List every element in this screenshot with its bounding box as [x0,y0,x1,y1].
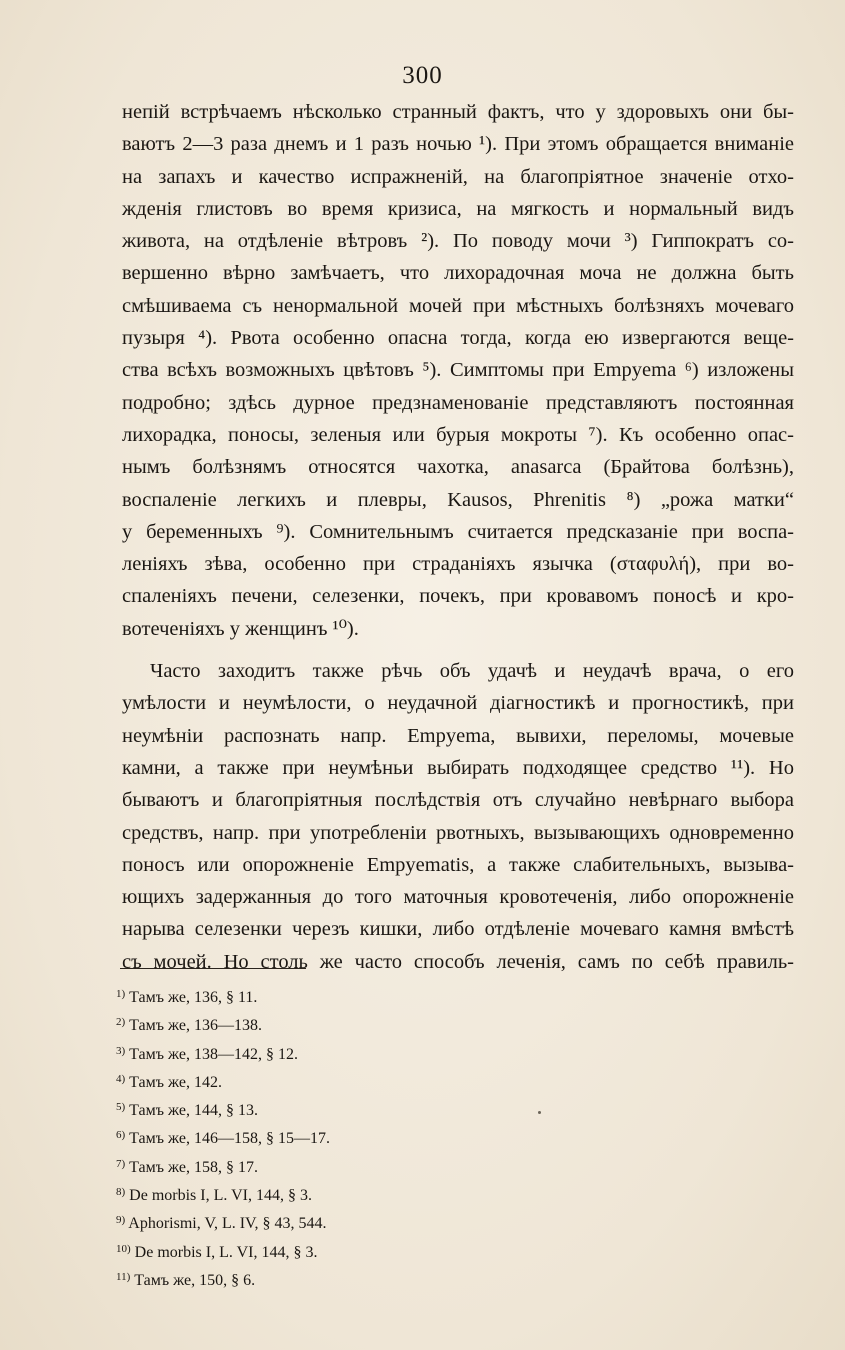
text-line: вотеченіяхъ у женщинъ ¹⁰). [122,617,359,640]
ink-speck [538,1111,541,1114]
text-line: камни, а также при неумѣньи выбирать подходящее средство ¹¹). Но [122,756,794,779]
footnote-text: Тамъ же, 150, § 6. [134,1271,256,1289]
footnote-mark: 9) [116,1214,126,1227]
footnote [116,1152,536,1180]
footnote-mark: 2) [116,1016,126,1029]
text-line: леніяхъ зѣва, особенно при страданіяхъ язычка (σταφυλή), при во- [122,553,794,576]
footnote [116,1123,536,1151]
footnote-mark: 10) [116,1242,131,1255]
footnote-text: Тамъ же, 146—158, § 15—17. [129,1130,330,1148]
page-number: 300 [402,62,443,89]
footnote-mark: 8) [116,1186,126,1199]
footnote-text: Тамъ же, 138—142, § 12. [129,1045,298,1063]
footnotes [116,982,536,1293]
text-line: воспаленіе легкихъ и плевры, Kausos, Phrenitis ⁸) „рожа матки“ [122,488,794,511]
footnote-mark: 7) [116,1157,126,1170]
footnote-text: Тамъ же, 136, § 11. [129,989,258,1006]
text-line: поносъ или опорожненіе Empyematis, а также слабительныхъ, вызыва- [122,853,794,876]
text-line: лихорадка, поносы, зеленыя или бурыя мокроты ⁷). Къ особенно опас- [122,423,794,446]
footnote-divider [120,968,306,969]
text-line: бываютъ и благопріятныя послѣдствія отъ случайно невѣрнаго выбора [122,789,794,812]
text-line: средствъ, напр. при употребленіи рвотныхъ, вызывающихъ одновременно [122,821,794,844]
text-line: съ мочей. Но столь же часто способъ леченія, самъ по себѣ правиль- [122,950,794,973]
text-line: подробно; здѣсь дурное предзнаменованіе представляютъ постоянная [122,391,794,414]
text-line: нарыва селезенки черезъ кишки, либо отдѣленіе мочеваго камня вмѣстѣ [122,918,794,941]
footnote-text: Тамъ же, 136—138. [129,1017,262,1035]
footnote-text: Тамъ же, 142. [129,1073,222,1091]
footnote-text: Aphorismi, V, L. IV, § 43, 544. [128,1215,327,1233]
footnote [116,1095,536,1123]
footnote [116,1010,536,1038]
text-line: спаленіяхъ печени, селезенки, почекъ, при кровавомъ поносѣ и кро- [122,585,794,608]
footnote-mark: 5) [116,1101,126,1114]
main-text [122,96,794,978]
footnote [116,1039,536,1067]
footnote-text: De morbis I, L. VI, 144, § 3. [129,1187,312,1205]
footnote [116,1208,536,1236]
footnote [116,1067,536,1095]
text-line: нымъ болѣзнямъ относятся чахотка, anasarca (Брайтова болѣзнь), [122,456,794,479]
text-line: ваютъ 2—3 раза днемъ и 1 разъ ночью ¹). При этомъ обращается вниманіе [122,133,794,156]
footnote [116,982,536,1010]
text-line: живота, на отдѣленіе вѣтровъ ²). По поводу мочи ³) Гиппократъ со- [122,230,794,253]
footnote-text: Тамъ же, 144, § 13. [129,1102,258,1120]
text-line: неумѣніи распознать напр. Empyema, вывихи, переломы, мочевые [122,724,794,747]
footnote-mark: 4) [116,1072,126,1085]
footnote-mark: 11) [116,1270,131,1283]
footnote [116,1237,536,1265]
footnote-text: De morbis I, L. VI, 144, § 3. [134,1243,318,1261]
text-line: вершенно вѣрно замѣчаетъ, что лихорадочная моча не должна быть [122,262,794,285]
text-line: на запахъ и качество испражненій, на благопріятное значеніе отхо- [122,165,794,188]
text-line: смѣшиваема съ ненормальной мочей при мѣстныхъ болѣзняхъ мочеваго [122,294,794,317]
text-line: Часто заходитъ также рѣчь объ удачѣ и неудачѣ врача, о его [150,660,794,683]
footnote-mark: 3) [116,1044,126,1057]
footnote [116,1265,536,1293]
footnote [116,1180,536,1208]
footnote-mark: 6) [116,1129,126,1142]
text-line: пузыря ⁴). Рвота особенно опасна тогда, когда ею извергаются веще- [122,327,794,350]
text-line: у беременныхъ ⁹). Сомнительнымъ считается предсказаніе при воспа- [122,520,794,543]
text-line: непій встрѣчаемъ нѣсколько странный фактъ, что у здоровыхъ они бы- [122,101,794,123]
text-line: ства всѣхъ возможныхъ цвѣтовъ ⁵). Симптомы при Empyema ⁶) изложены [122,359,794,382]
text-line: умѣлости и неумѣлости, о неудачной діагностикѣ и прогностикѣ, при [122,692,794,715]
footnote-mark: 1) [116,988,126,1000]
text-line: ющихъ задержанныя до того маточныя кровотеченія, либо опорожненіе [122,886,794,909]
footnote-text: Тамъ же, 158, § 17. [129,1158,258,1176]
text-line: жденія глистовъ во время кризиса, на мягкость и нормальный видъ [122,197,794,220]
paragraph-gap [122,645,794,655]
